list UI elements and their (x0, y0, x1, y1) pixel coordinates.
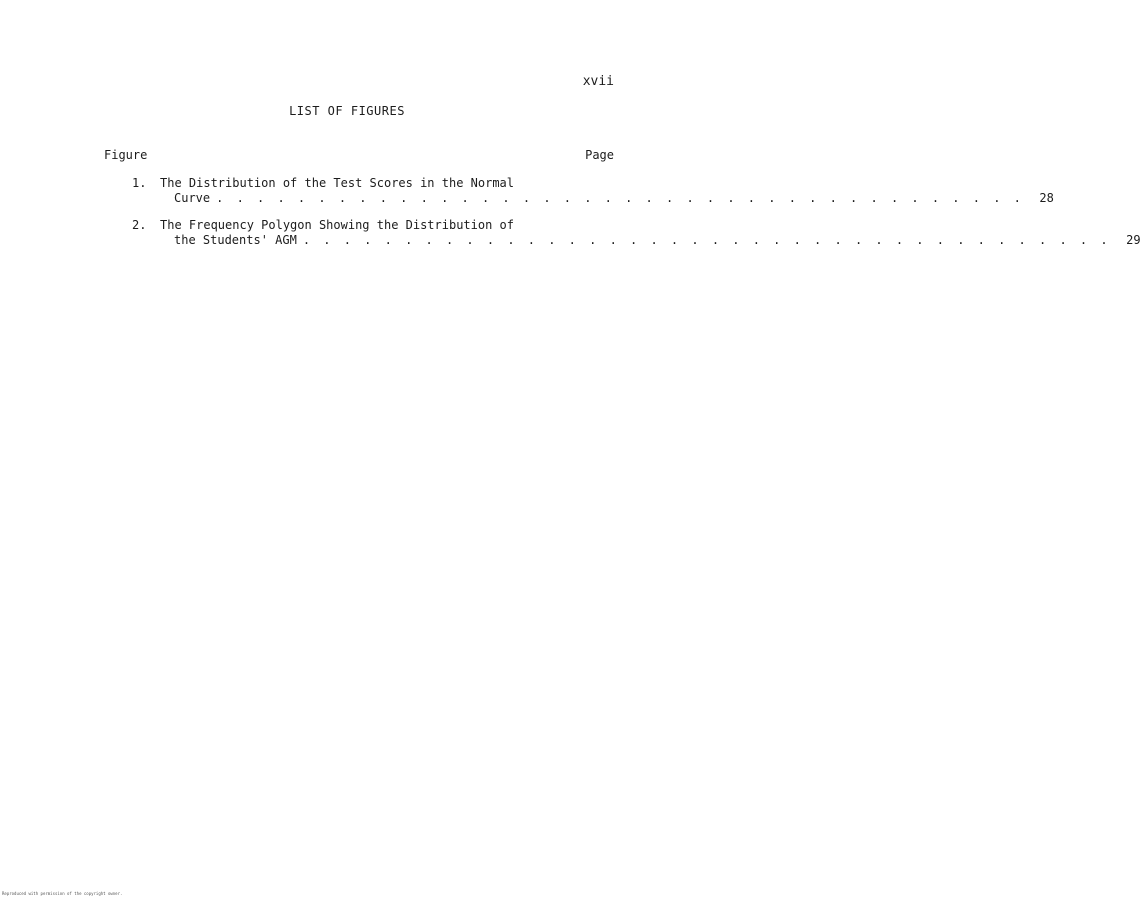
figure-title-line2-row (174, 191, 1054, 206)
dot-leader: . . . . . . . . . . . . . . . . . . . . . . . . . . . . . . . . . . . . . . . . (302, 233, 1111, 247)
figure-title-line2: Curve (174, 191, 211, 205)
figure-title-line1: The Frequency Polygon Showing the Distribution of (160, 218, 515, 232)
page-number: xvii (582, 74, 614, 89)
figure-number: 1. (132, 176, 147, 190)
footer-stamp: Reproduced with permission of the copyright owner. (2, 891, 123, 896)
page-title: LIST OF FIGURES (289, 104, 405, 118)
figure-number: 2. (132, 218, 147, 232)
figure-column-header: Figure (104, 148, 148, 162)
figure-title-line1: The Distribution of the Test Scores in the Normal (160, 176, 515, 190)
figure-page-number: 29 (1126, 233, 1141, 247)
page-column-header: Page (585, 148, 614, 162)
figure-page-number: 28 (1039, 191, 1054, 205)
dot-leader: . . . . . . . . . . . . . . . . . . . . . . . . . . . . . . . . . . . . . . . . (216, 191, 1024, 205)
figure-title-line2: the Students' AGM (174, 233, 297, 247)
figure-title-line2-row (174, 233, 1141, 248)
